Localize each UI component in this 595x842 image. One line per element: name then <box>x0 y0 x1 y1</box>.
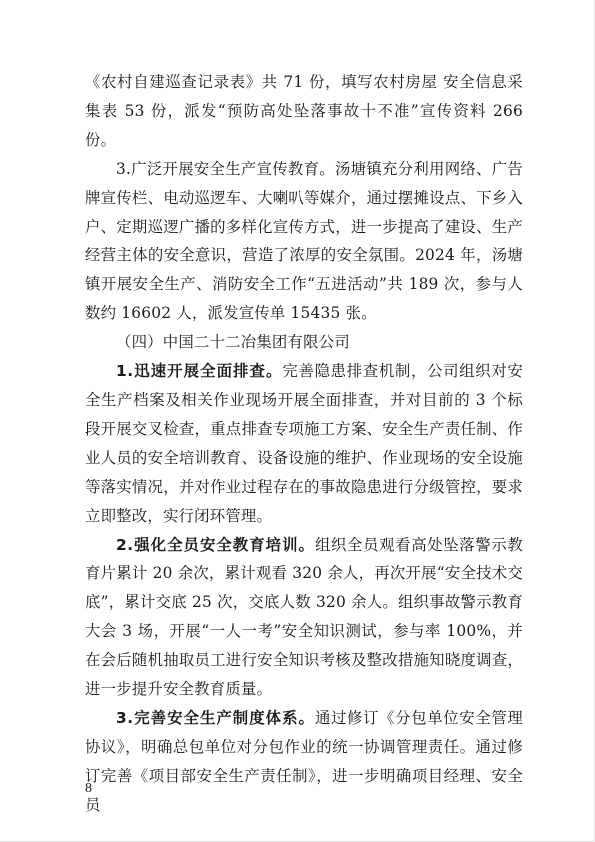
section-heading-mcc22 <box>85 328 523 357</box>
paragraph-text: 通过修订《分包单位安全管理协议》，明确总包单位对分包作业的统一协调管理责任。通过修订完善《项目部安全生产责任制》，进一步明确项目经理、安全员 <box>85 708 523 814</box>
paragraph-lead-heading: 2.强化全员安全教育培训。 <box>116 535 315 554</box>
paragraph-safety-training <box>85 531 523 704</box>
section-heading-text: （四）中国二十二冶集团有限公司 <box>116 333 350 352</box>
paragraph-text: 3.广泛开展安全生产宣传教育。汤塘镇充分利用网络、广告牌宣传栏、电动巡逻车、大喇叭等媒介，通过摆摊设点、下乡入户、定期巡逻广播的多样化宣传方式，进一步提高了建设、生产经营主体的安全意识，营造了浓厚的安全氛围。2024 年，汤塘镇开展安全生产、消防安全工作“五进活动”共 189 次，参与人数约 16602 人，派发宣传单 15435 张。 <box>85 159 523 323</box>
paragraph-lead-heading: 1.迅速开展全面排查。 <box>116 362 283 381</box>
page-body <box>85 68 523 820</box>
page-number: 8 <box>85 781 92 796</box>
paragraph-comprehensive-inspection <box>85 357 523 530</box>
paragraph-text: 完善隐患排查机制，公司组织对安全生产档案及相关作业现场开展全面排查，并对目前的 3 个标段开展交叉检查，重点排查专项施工方案、安全生产责任制、作业人员的安全培训教育、设备设施的维护、作业现场的安全设施等落实情况，并对作业过程存在的事故隐患进行分级管控，要求立即整改，实行闭环管理。 <box>85 362 523 525</box>
paragraph-text: 组织全员观看高处坠落警示教育片累计 20 余次，累计观看 320 余人，再次开展“安全技术交底”，累计交底 25 次，交底人数 320 余人。组织事故警示教育大会 3 场，开展“一人一考”安全知识测试，参与率 100%，并在会后随机抽取员工进行安全知识考核及整改措施知晓度调查，进一步提升安全教育质量。 <box>85 535 523 699</box>
paragraph-safety-publicity <box>85 155 523 328</box>
paragraph-safety-system <box>85 704 523 820</box>
paragraph-lead-heading: 3.完善安全生产制度体系。 <box>116 708 315 727</box>
paragraph-text: 《农村自建巡查记录表》共 71 份，填写农村房屋 安全信息采集表 53 份，派发“预防高处坠落事故十不准”宣传资料 266 份。 <box>85 73 523 149</box>
paragraph-inspection-records <box>85 68 523 155</box>
